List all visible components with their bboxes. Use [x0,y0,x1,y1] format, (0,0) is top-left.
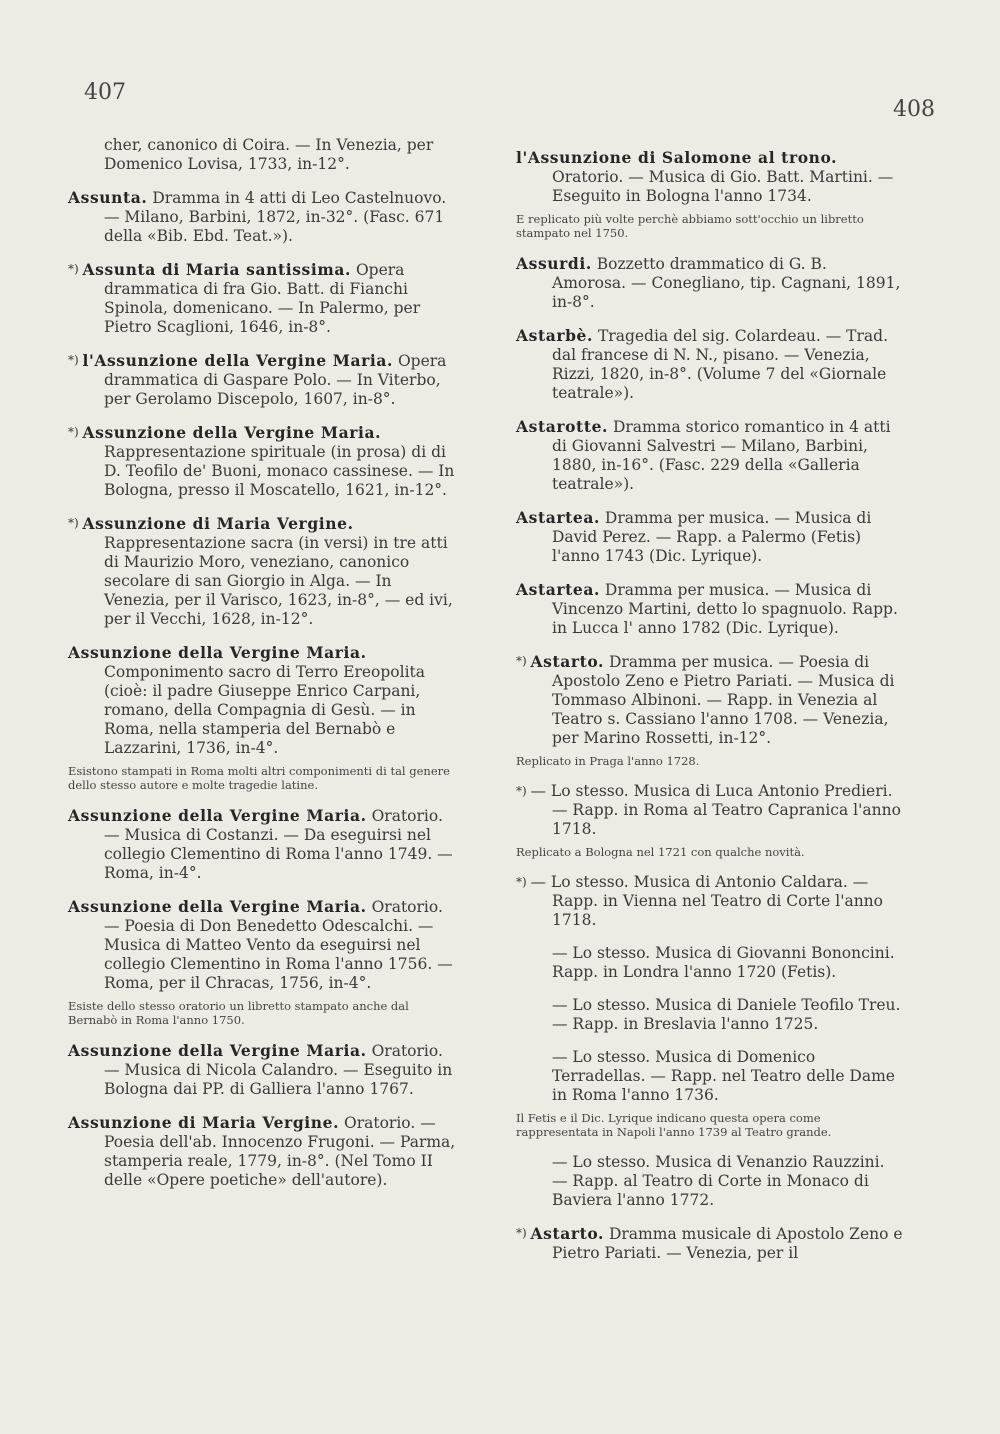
footnote: Il Fetis e il Dic. Lyrique indicano questa opera come rappresentata in Napoli l'anno 1739 al Teatro grande. [516,1111,832,1139]
entry-headword: Astartea. [516,508,600,527]
entry-headword: Assunzione della Vergine Maria. [68,643,367,662]
entry-text: — Lo stesso. Musica di Domenico Terradellas. — Rapp. nel Teatro delle Dame in Roma l'anno 1736. [552,1048,895,1104]
asterisk-mark: *) [516,654,531,668]
catalog-entry [516,996,904,1034]
catalog-entry [516,1048,904,1105]
footnote: Esiste dello stesso oratorio un libretto stampato anche dal Bernabò in Roma l'anno 1750. [68,999,409,1027]
catalog-entry [516,1153,904,1210]
catalog-entry [68,351,456,409]
entry-headword: l'Assunzione della Vergine Maria. [82,351,394,370]
entry-text: Dramma musicale di Apostolo Zeno e Pietro Pariati. — Venezia, per il [552,1225,903,1262]
catalog-entry [68,806,456,883]
entry-headword: Assunzione di Maria Vergine. [82,514,354,533]
entry-text: Oratorio. — Musica di Costanzi. — Da eseguirsi nel collegio Clementino di Roma l'anno 1749. — Roma, in-4°. [104,807,453,882]
entry-text: Bozzetto drammatico di G. B. Amorosa. — Conegliano, tip. Cagnani, 1891, in-8°. [552,255,901,311]
entry-text: — Lo stesso. Musica di Venanzio Rauzzini. — Rapp. al Teatro di Corte in Monaco di Baviera l'anno 1772. [552,1153,885,1209]
right-column [516,148,904,1277]
entry-headword: Astarbè. [516,326,594,345]
entry-text: cher, canonico di Coira. — In Venezia, per Domenico Lovisa, 1733, in-12°. [104,136,434,173]
catalog-entry [516,1224,904,1263]
footnote: Replicato a Bologna nel 1721 con qualche novità. [516,845,805,859]
catalog-entry [68,897,456,993]
entry-headword: Assunzione della Vergine Maria. [68,897,367,916]
entry-headword: Assunzione della Vergine Maria. [82,423,382,442]
entry-text: Oratorio. — Musica di Nicola Calandro. — Eseguito in Bologna dai PP. di Galliera l'anno 1767. [104,1042,453,1098]
asterisk-mark: *) [68,425,83,439]
footnote: Esistono stampati in Roma molti altri componimenti di tal genere dello stesso autore e molte tragedie latine. [68,764,450,792]
entry-headword: Assunzione della Vergine Maria. [68,1041,367,1060]
catalog-entry [516,148,904,206]
catalog-entry [68,423,456,500]
catalog-entry [68,188,456,246]
entry-text: Tragedia del sig. Colardeau. — Trad. dal francese di N. N., pisano. — Venezia, Rizzi, 1820, in-8°. (Volume 7 del «Giornale teatrale»). [552,327,888,402]
entry-headword: Astarto. [530,1224,605,1243]
asterisk-mark: *) [516,875,531,889]
catalog-entry [516,873,904,930]
page-number-left: 407 [84,80,126,105]
entry-text: Opera drammatica di fra Gio. Batt. di Fianchi Spinola, domenicano. — In Palermo, per Pietro Scaglioni, 1646, in-8°. [104,261,421,336]
entry-text: — Lo stesso. Musica di Luca Antonio Predieri. — Rapp. in Roma al Teatro Capranica l'anno 1718. [530,782,901,838]
left-column [68,136,456,1204]
entry-text: Componimento sacro di Terro Ereopolita (cioè: il padre Giuseppe Enrico Carpani, romano, della Compagnia di Gesù. — in Roma, nella stamperia del Bernabò e Lazzarini, 1736, in-4°. [104,663,426,757]
catalog-entry [516,944,904,982]
entry-text: Opera drammatica di Gaspare Polo. — In Viterbo, per Gerolamo Discepolo, 1607, in-8°. [104,352,447,408]
entry-text: Rappresentazione sacra (in versi) in tre atti di Maurizio Moro, veneziano, canonico secolare di san Giorgio in Alga. — In Venezia, per il Varisco, 1623, in-8°, — ed ivi, per il Vecchi, 1628, in-12°. [104,534,453,628]
entry-headword: l'Assunzione di Salomone al trono. [516,148,838,167]
entry-text: Dramma per musica. — Musica di David Perez. — Rapp. a Palermo (Fetis) l'anno 1743 (Dic. Lyrique). [552,509,872,565]
page-number-right: 408 [893,97,935,122]
entry-text: Dramma per musica. — Poesia di Apostolo Zeno e Pietro Pariati. — Musica di Tommaso Albinoni. — Rapp. in Venezia al Teatro s. Cassiano l'anno 1708. — Venezia, per Marino Rossetti, in-12°. [552,653,895,747]
catalog-entry [516,254,904,312]
catalog-entry [68,514,456,629]
catalog-entry [516,580,904,638]
entry-text: Dramma storico romantico in 4 atti di Giovanni Salvestri — Milano, Barbini, 1880, in-16°. (Fasc. 229 della «Galleria teatrale»). [552,418,891,493]
footnote: E replicato più volte perchè abbiamo sott'occhio un libretto stampato nel 1750. [516,212,864,240]
catalog-entry [68,643,456,758]
catalog-entry [68,1041,456,1099]
entry-text: Dramma per musica. — Musica di Vincenzo Martini, detto lo spagnuolo. Rapp. in Lucca l' anno 1782 (Dic. Lyrique). [552,581,898,637]
catalog-entry [516,326,904,403]
catalog-entry [68,136,456,174]
entry-headword: Astartea. [516,580,600,599]
entry-headword: Assunzione della Vergine Maria. [68,806,367,825]
catalog-entry [516,782,904,839]
entry-headword: Assunta di Maria santissima. [82,260,352,279]
catalog-entry [68,1113,456,1190]
entry-text: Rappresentazione spirituale (in prosa) di di D. Teofilo de' Buoni, monaco cassinese. — In Bologna, presso il Moscatello, 1621, in-12°. [104,443,455,499]
entry-text: Dramma in 4 atti di Leo Castelnuovo. — Milano, Barbini, 1872, in-32°. (Fasc. 671 della «Bib. Ebd. Teat.»). [104,189,447,245]
entry-headword: Assurdi. [516,254,592,273]
entry-headword: Astarto. [530,652,605,671]
entry-headword: Assunzione di Maria Vergine. [68,1113,340,1132]
asterisk-mark: *) [516,1226,531,1240]
catalog-entry [516,417,904,494]
asterisk-mark: *) [516,784,531,798]
catalog-entry [516,652,904,748]
entry-text: Oratorio. — Poesia dell'ab. Innocenzo Frugoni. — Parma, stamperia reale, 1779, in-8°. (Nel Tomo II delle «Opere poetiche» dell'autore). [104,1114,456,1189]
entry-text: Oratorio. — Musica di Gio. Batt. Martini. — Eseguito in Bologna l'anno 1734. [552,168,894,205]
asterisk-mark: *) [68,353,83,367]
entry-text: Oratorio. — Poesia di Don Benedetto Odescalchi. — Musica di Matteo Vento da eseguirsi nel collegio Clementino in Roma l'anno 1756. — Roma, per il Chracas, 1756, in-4°. [104,898,453,992]
entry-text: — Lo stesso. Musica di Giovanni Bononcini. Rapp. in Londra l'anno 1720 (Fetis). [552,944,895,981]
asterisk-mark: *) [68,516,83,530]
catalog-entry [516,508,904,566]
entry-text: — Lo stesso. Musica di Daniele Teofilo Treu. — Rapp. in Breslavia l'anno 1725. [552,996,901,1033]
footnote: Replicato in Praga l'anno 1728. [516,754,700,768]
entry-headword: Assunta. [68,188,148,207]
catalog-entry [68,260,456,337]
entry-text: — Lo stesso. Musica di Antonio Caldara. — Rapp. in Vienna nel Teatro di Corte l'anno 1718. [530,873,883,929]
asterisk-mark: *) [68,262,83,276]
entry-headword: Astarotte. [516,417,609,436]
